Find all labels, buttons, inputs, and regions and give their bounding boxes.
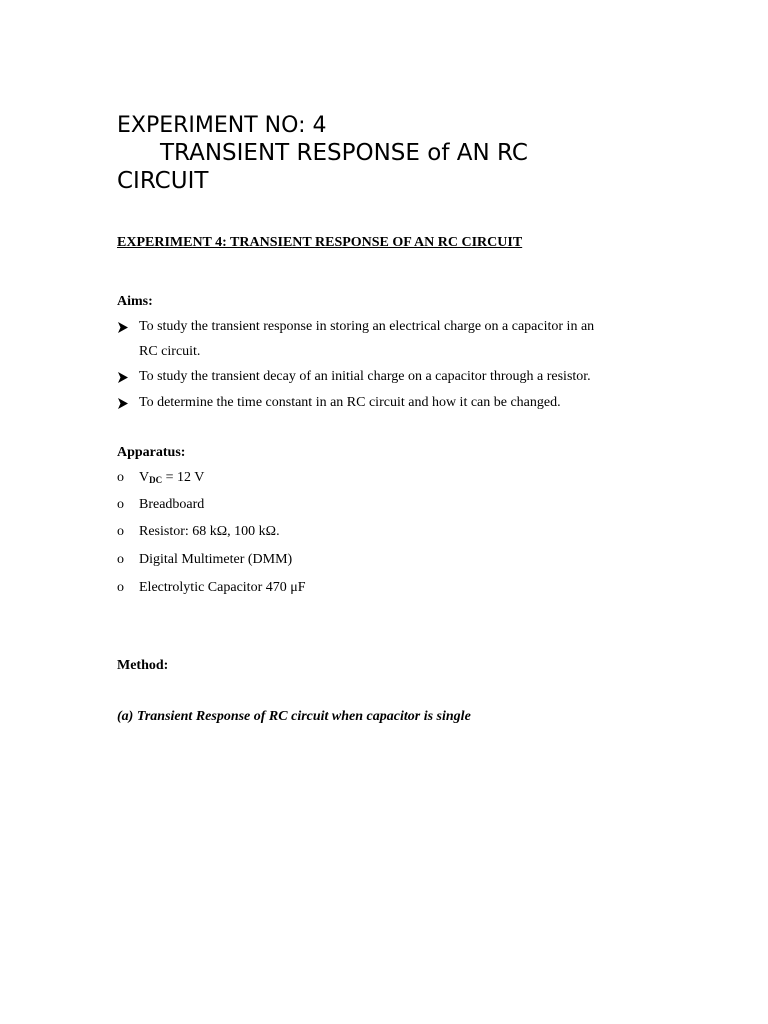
arrow-bullet-icon: [117, 372, 131, 383]
experiment-number: EXPERIMENT NO: 4: [117, 113, 327, 138]
vdc-subscript: DC: [149, 475, 163, 485]
aim-item-2: [117, 369, 677, 389]
section-heading: EXPERIMENT 4: TRANSIENT RESPONSE OF AN RC CIRCUIT: [117, 235, 523, 250]
arrow-bullet-icon: [117, 322, 131, 333]
arrow-bullet-icon: [117, 398, 131, 409]
circle-bullet-icon: o: [117, 580, 124, 595]
aim-item-3: [117, 395, 677, 415]
method-label: Method:: [117, 658, 169, 673]
aims-label: Aims:: [117, 294, 153, 309]
method-subheading: (a) Transient Response of RC circuit when capacitor is single: [117, 709, 471, 724]
experiment-title-line1: TRANSIENT RESPONSE of AN RC: [160, 140, 528, 166]
circle-bullet-icon: o: [117, 497, 124, 512]
aim-item-1: [117, 319, 677, 363]
experiment-title-line2: CIRCUIT: [117, 168, 209, 194]
apparatus-item-1-text: Breadboard: [139, 497, 205, 512]
vdc-value: = 12 V: [162, 470, 205, 485]
aim-item-1-line2: RC circuit.: [139, 344, 201, 359]
apparatus-label: Apparatus:: [117, 445, 186, 460]
apparatus-item-2-text: Resistor: 68 kΩ, 100 kΩ.: [139, 524, 280, 539]
aim-item-2-text: To study the transient decay of an initial charge on a capacitor through a resistor.: [139, 369, 591, 384]
apparatus-item-2: [117, 524, 417, 544]
apparatus-item-vdc-text: [139, 470, 204, 486]
circle-bullet-icon: o: [117, 470, 124, 485]
apparatus-item-3-text: Digital Multimeter (DMM): [139, 552, 293, 567]
apparatus-item-4: [117, 580, 417, 600]
vdc-symbol: V: [139, 470, 150, 485]
apparatus-item-vdc: [117, 470, 417, 490]
circle-bullet-icon: o: [117, 524, 124, 539]
circle-bullet-icon: o: [117, 552, 124, 567]
aim-item-1-line1: To study the transient response in storing an electrical charge on a capacitor in an: [139, 319, 595, 334]
apparatus-item-4-text: Electrolytic Capacitor 470 μF: [139, 580, 306, 595]
apparatus-item-3: [117, 552, 417, 572]
apparatus-item-1: [117, 497, 417, 517]
aim-item-3-text: To determine the time constant in an RC circuit and how it can be changed.: [139, 395, 561, 410]
